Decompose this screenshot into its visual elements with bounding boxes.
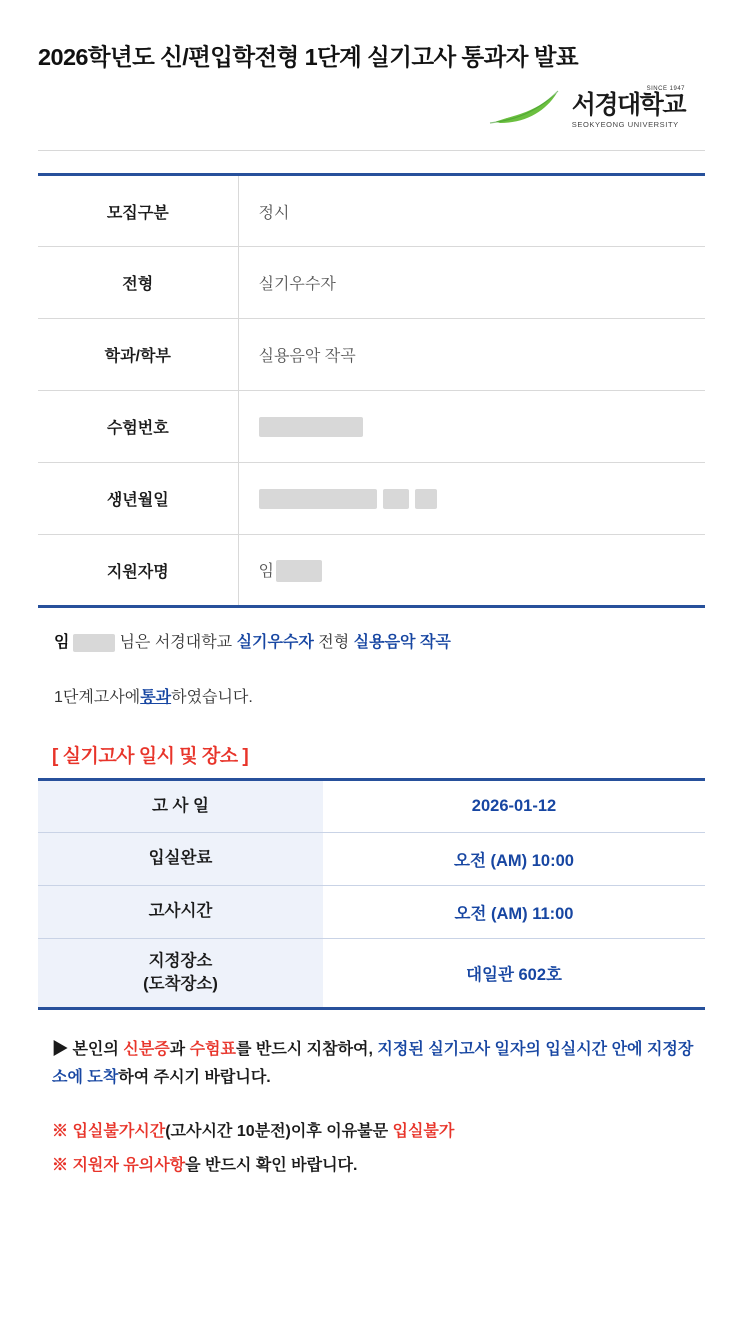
table-row	[38, 885, 705, 938]
result-statement-line1	[54, 630, 705, 656]
notice-designated-exam: 지정된 실기고사	[377, 1040, 491, 1058]
row-value-birthdate	[238, 463, 705, 535]
logo-korean-name: 서경대학교	[571, 90, 685, 119]
warning-no-entry: 입실불가	[392, 1122, 455, 1140]
row-value-applicant-name	[238, 535, 705, 607]
notice-text-2: 과	[169, 1040, 186, 1058]
statement-department: 실용음악 작곡	[353, 634, 451, 651]
university-logo	[38, 72, 705, 142]
schedule-value-exam-time: 오전 (AM) 11:00	[323, 885, 705, 938]
schedule-label-exam-date: 고 사 일	[38, 779, 323, 832]
warning-applicant-guide: 지원자 유의사항	[72, 1157, 186, 1175]
table-row	[38, 247, 705, 319]
notice-text-4: 하여 주시기 바랍니다.	[118, 1068, 271, 1086]
notice-exam-ticket: 수험표	[189, 1040, 236, 1058]
row-value-department: 실용음악 작곡	[238, 319, 705, 391]
schedule-section-title: [ 실기고사 일시 및 장소 ]	[52, 745, 249, 767]
row-label-admission-category: 모집구분	[38, 175, 238, 247]
row-label-applicant-name: 지원자명	[38, 535, 238, 607]
schedule-value-entry-deadline: 오전 (AM) 10:00	[323, 832, 705, 885]
statement-name-prefix: 임	[54, 634, 70, 651]
notice-text-1: 본인의	[72, 1040, 119, 1058]
warning-mark-icon: ※	[52, 1122, 69, 1140]
table-row	[38, 463, 705, 535]
redaction-block	[383, 489, 409, 509]
row-value-exam-number	[238, 391, 705, 463]
table-row	[38, 535, 705, 607]
statement-line2-before: 1단계고사에	[54, 688, 141, 706]
redaction-block	[259, 417, 363, 437]
table-row	[38, 391, 705, 463]
redaction-block	[73, 634, 115, 652]
statement-pass-word: 통과	[140, 688, 172, 706]
logo-english-name: SEOKYEONG UNIVERSITY	[571, 119, 679, 129]
schedule-label-location	[38, 938, 323, 1008]
row-label-birthdate: 생년월일	[38, 463, 238, 535]
notice-text-3: 를 반드시 지참하여,	[235, 1040, 373, 1058]
warning-no-entry-time: 입실불가시간	[72, 1122, 166, 1140]
statement-admission-type: 실기우수자	[236, 634, 314, 651]
redaction-block	[259, 489, 377, 509]
schedule-table	[38, 778, 705, 1010]
table-row	[38, 832, 705, 885]
main-notice	[52, 1036, 705, 1092]
applicant-info-table	[38, 173, 705, 608]
row-value-admission-type: 실기우수자	[238, 247, 705, 319]
table-row	[38, 175, 705, 247]
row-label-exam-number: 수험번호	[38, 391, 238, 463]
logo-since-text: SINCE 1947	[646, 85, 685, 92]
result-statement-line2	[54, 684, 705, 707]
warning-notice-1	[52, 1118, 705, 1147]
warning-text-2: 을 반드시 확인 바랍니다.	[185, 1157, 358, 1175]
schedule-label-location-line2: (도착장소)	[143, 974, 218, 993]
warning-notice-2	[52, 1152, 705, 1181]
table-row	[38, 938, 705, 1008]
table-row	[38, 779, 705, 832]
page-title: 2026학년도 신/편입학전형 1단계 실기고사 통과자 발표	[38, 44, 578, 70]
statement-line2-after: 하였습니다.	[171, 688, 253, 706]
notice-id-card: 신분증	[123, 1040, 170, 1058]
divider	[38, 150, 705, 151]
schedule-label-exam-time: 고사시간	[38, 885, 323, 938]
schedule-value-location: 대일관 602호	[466, 965, 562, 984]
schedule-label-entry-deadline: 입실완료	[38, 832, 323, 885]
notice-arrival-requirement: 일자의 입실시간 안에 지정장소에 도착	[52, 1040, 694, 1086]
redaction-block	[276, 560, 322, 582]
warning-text-1: (고사시간 10분전)이후 이유불문	[165, 1122, 389, 1140]
row-value-admission-category: 정시	[238, 175, 705, 247]
notice-bullet-icon: ▶	[52, 1040, 69, 1058]
row-label-department: 학과/학부	[38, 319, 238, 391]
statement-middle: 전형	[318, 634, 350, 651]
warning-mark-icon: ※	[52, 1157, 69, 1175]
redaction-block	[415, 489, 437, 509]
table-row	[38, 319, 705, 391]
leaf-icon	[488, 87, 564, 127]
statement-after-name: 님은 서경대학교	[119, 634, 233, 651]
applicant-name-partial: 임	[258, 562, 274, 580]
schedule-label-location-line1: 지정장소	[148, 952, 213, 971]
schedule-value-exam-date: 2026-01-12	[323, 779, 705, 832]
row-label-admission-type: 전형	[38, 247, 238, 319]
